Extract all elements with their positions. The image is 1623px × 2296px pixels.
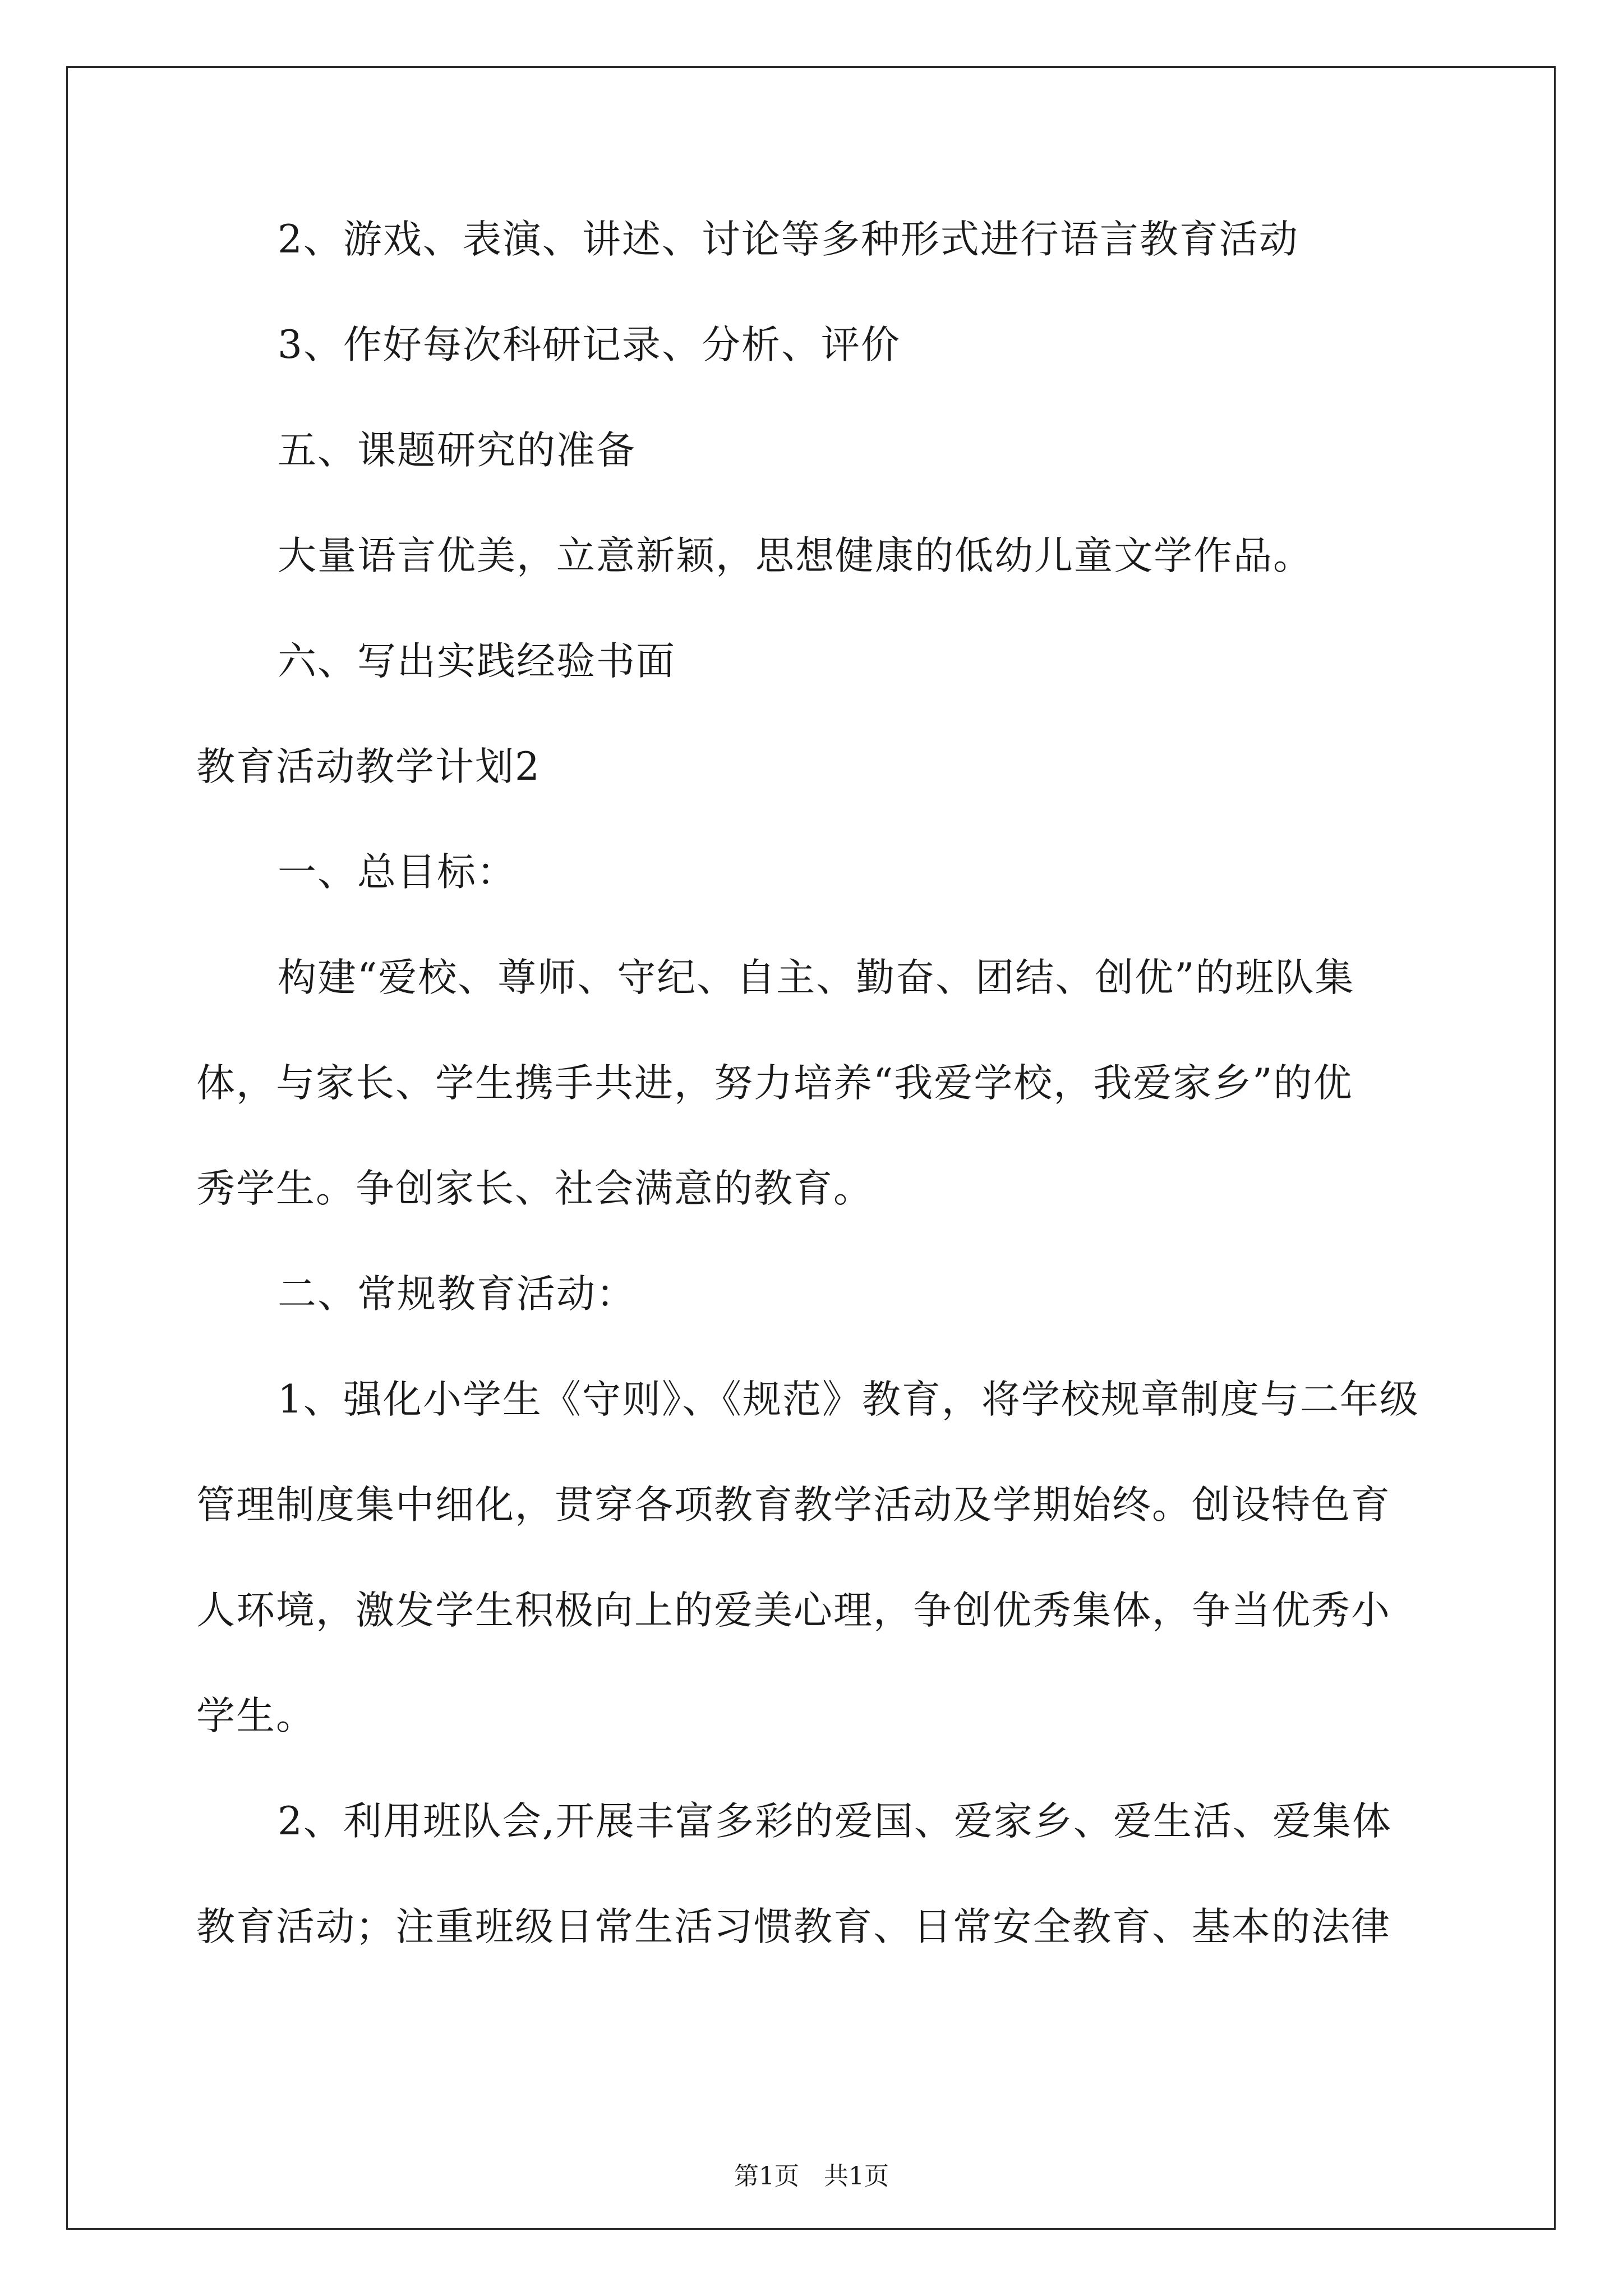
text-line: 学生。 bbox=[196, 1694, 316, 1738]
text-line: 体，与家长、学生携手共进，努力培养“我爱学校，我爱家乡”的优 bbox=[196, 1061, 1353, 1106]
page-footer: 第1页 共1页 bbox=[734, 2162, 889, 2191]
text-line: 秀学生。争创家长、社会满意的教育。 bbox=[196, 1166, 873, 1211]
section-heading: 六、写出实践经验书面 bbox=[278, 639, 676, 684]
text-line: 构建“爱校、尊师、守纪、自主、勤奋、团结、创优”的班队集 bbox=[278, 955, 1355, 1000]
text-line: 大量语言优美，立意新颖，思想健康的低幼儿童文学作品。 bbox=[278, 533, 1313, 578]
text-line: 2、利用班队会,开展丰富多彩的爱国、爱家乡、爱生活、爱集体 bbox=[278, 1799, 1392, 1844]
section-heading: 五、课题研究的准备 bbox=[278, 428, 636, 473]
text-line: 人环境，激发学生积极向上的爱美心理，争创优秀集体，争当优秀小 bbox=[196, 1588, 1391, 1633]
text-line: 管理制度集中细化，贯穿各项教育教学活动及学期始终。创设特色育 bbox=[196, 1483, 1391, 1527]
text-line: 1、强化小学生《守则》、《规范》教育，将学校规章制度与二年级 bbox=[278, 1377, 1419, 1422]
text-line: 教育活动；注重班级日常生活习惯教育、日常安全教育、基本的法律 bbox=[196, 1904, 1391, 1949]
text-line: 3、作好每次科研记录、分析、评价 bbox=[278, 323, 901, 367]
text-line: 2、游戏、表演、讲述、讨论等多种形式进行语言教育活动 bbox=[278, 217, 1299, 262]
section-heading: 一、总目标： bbox=[278, 850, 517, 895]
section-heading: 二、常规教育活动： bbox=[278, 1272, 636, 1317]
document-title: 教育活动教学计划2 bbox=[196, 744, 541, 789]
